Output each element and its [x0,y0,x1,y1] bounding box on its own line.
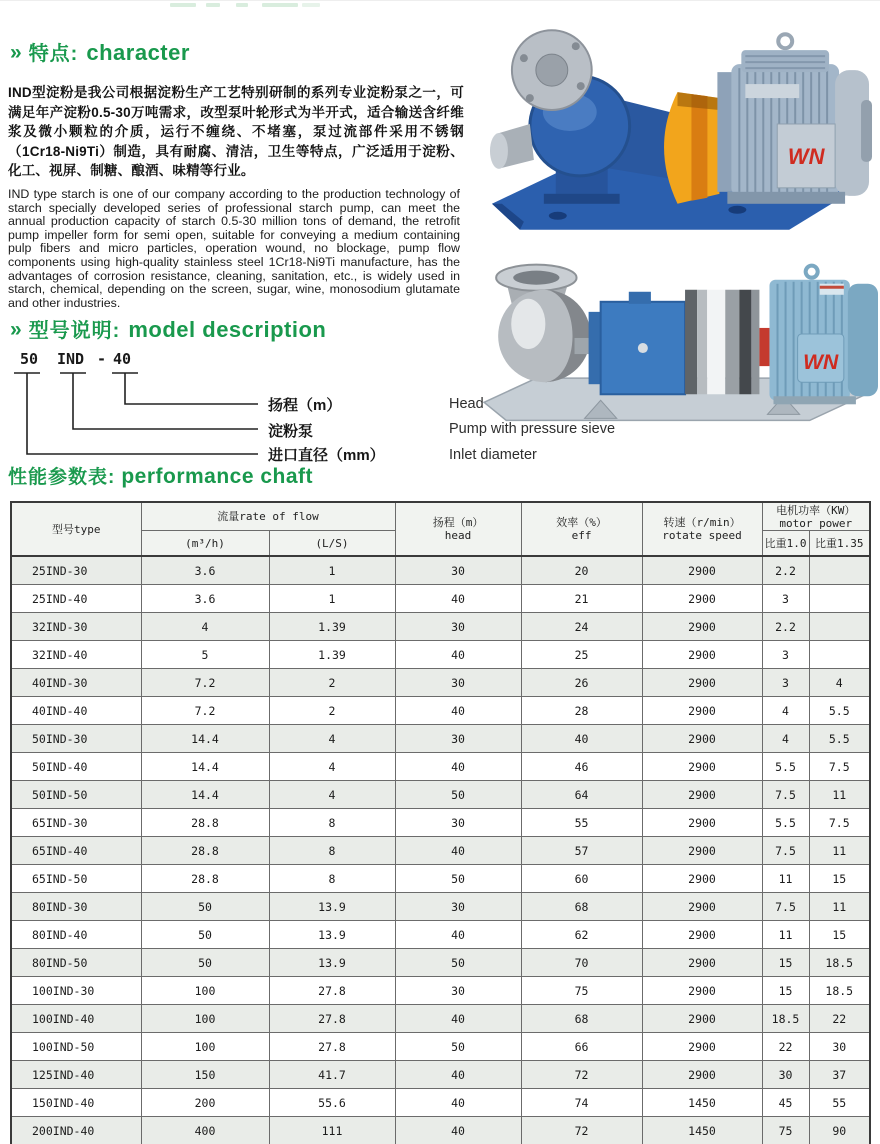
cell-value: 8 [269,809,395,837]
character-paragraph-chinese: IND型淀粉是我公司根据淀粉生产工艺特别研制的系列专业淀粉泵之一，可满足年产淀粉0.5-30万吨需求，改型泵叶轮形式为半开式，适合输送含纤维浆及微小颗粒的介质，运行不缠绕、不堵塞，泵过流部件采用不锈钢（1Cr18-Ni9Ti）制造，具有耐腐、清洁，卫生等特点，广泛适用于淀粉、化工、视屏、制糖、酿酒、味精等行业。 [8,83,464,181]
cell-value: 25 [521,641,642,669]
cell-value: 46 [521,753,642,781]
cell-value: 30 [809,1033,870,1061]
cell-value: 40 [521,725,642,753]
cell-value: 72 [521,1117,642,1144]
model-code-series: IND [57,350,84,368]
cell-value: 11 [809,837,870,865]
table-row [11,585,870,613]
cell-value: 28 [521,697,642,725]
cell-value: 74 [521,1089,642,1117]
cell-value: 2.2 [762,613,809,641]
cell-value: 8 [269,837,395,865]
motor-logo-wn: WN [788,144,826,169]
header-head-en: head [396,529,521,542]
table-row [11,1117,870,1144]
cell-value: 55 [521,809,642,837]
cell-value: 2900 [642,585,762,613]
cell-value: 2900 [642,1005,762,1033]
cell-model-type: 100IND-40 [11,1005,141,1033]
header-head [395,502,521,556]
table-row [11,641,870,669]
cell-value: 5.5 [762,809,809,837]
table-row [11,1061,870,1089]
cell-value: 50 [395,781,521,809]
section-title-character-zh: 特点: [29,43,79,65]
cell-value: 8 [269,865,395,893]
cell-value: 45 [762,1089,809,1117]
cell-value: 2900 [642,893,762,921]
cell-value: 2 [269,697,395,725]
header-speed-zh: 转速（r/min） [643,516,762,529]
cell-value: 2900 [642,781,762,809]
cell-value: 40 [395,753,521,781]
cell-value: 4 [269,725,395,753]
cell-value: 40 [395,1061,521,1089]
cell-value: 1450 [642,1117,762,1144]
section-title-character [10,37,190,67]
header-power-en: motor power [763,517,870,530]
performance-table-header [11,502,870,556]
cell-value: 55.6 [269,1089,395,1117]
cell-value: 40 [395,1117,521,1144]
cell-model-type: 150IND-40 [11,1089,141,1117]
model-label-inlet-zh: 进口直径（mm） [268,444,385,465]
header-flow-m3h: (m³/h) [141,531,269,557]
cell-value: 62 [521,921,642,949]
section-title-performance-en: performance chaft [121,465,313,488]
cell-model-type: 65IND-40 [11,837,141,865]
table-row [11,725,870,753]
pump-illustration-1 [480,7,874,237]
table-row [11,556,870,585]
cell-value: 64 [521,781,642,809]
pump-photo-stainless [466,251,878,433]
cell-value: 72 [521,1061,642,1089]
cell-value: 2900 [642,1061,762,1089]
cell-model-type: 65IND-50 [11,865,141,893]
cell-value: 1450 [642,1089,762,1117]
cell-value: 22 [809,1005,870,1033]
cell-value: 1 [269,556,395,585]
header-flow: 流量rate of flow [141,502,395,531]
cell-value: 18.5 [762,1005,809,1033]
cell-value: 66 [521,1033,642,1061]
table-row [11,837,870,865]
cell-value: 90 [809,1117,870,1144]
cell-value: 7.5 [762,837,809,865]
cell-value: 30 [395,613,521,641]
cell-value: 4 [269,753,395,781]
cell-value: 1 [269,585,395,613]
cell-value: 75 [762,1117,809,1144]
cell-value: 50 [395,949,521,977]
cell-value: 30 [395,893,521,921]
cell-value: 22 [762,1033,809,1061]
cell-model-type: 32IND-30 [11,613,141,641]
cell-value: 11 [762,921,809,949]
cell-value: 30 [395,725,521,753]
cell-value: 57 [521,837,642,865]
cell-value: 13.9 [269,893,395,921]
cell-value: 11 [809,781,870,809]
cell-value: 15 [762,949,809,977]
model-code-inlet: 50 [20,350,38,368]
cell-value: 2900 [642,1033,762,1061]
model-label-inlet-en: Inlet diameter [449,447,537,463]
cell-value: 41.7 [269,1061,395,1089]
cell-value: 24 [521,613,642,641]
header-head-zh: 扬程（m） [396,516,521,529]
table-row [11,781,870,809]
cell-model-type: 100IND-50 [11,1033,141,1061]
cell-model-type: 40IND-40 [11,697,141,725]
section-title-model-en: model description [128,317,326,342]
header-eff [521,502,642,556]
cell-value: 5.5 [762,753,809,781]
cell-model-type: 65IND-30 [11,809,141,837]
model-label-head-en: Head [449,396,484,412]
table-row [11,977,870,1005]
cell-value: 11 [809,893,870,921]
cell-value: 20 [521,556,642,585]
cell-value: 100 [141,977,269,1005]
cell-value: 400 [141,1117,269,1144]
cell-value: 27.8 [269,1033,395,1061]
section-title-model-zh: 型号说明: [29,320,121,342]
cell-value: 7.5 [809,753,870,781]
cell-value: 4 [762,725,809,753]
cell-model-type: 25IND-40 [11,585,141,613]
pump-photo-blue [480,7,874,237]
cell-value: 28.8 [141,837,269,865]
cell-value: 50 [141,921,269,949]
cell-value: 2900 [642,865,762,893]
table-row [11,921,870,949]
cell-value: 40 [395,585,521,613]
header-speed-en: rotate speed [643,529,762,542]
cell-value [809,585,870,613]
performance-table [10,501,871,1144]
cell-value: 1.39 [269,613,395,641]
cell-value: 15 [762,977,809,1005]
cell-value: 27.8 [269,1005,395,1033]
cell-value: 40 [395,1089,521,1117]
cell-value: 68 [521,1005,642,1033]
cell-value: 2900 [642,809,762,837]
cell-value [809,556,870,585]
cell-model-type: 100IND-30 [11,977,141,1005]
cell-value: 30 [395,669,521,697]
cell-value: 28.8 [141,865,269,893]
cell-model-type: 25IND-30 [11,556,141,585]
cell-value: 15 [809,865,870,893]
chevron-right-icon: » [10,318,22,341]
header-sg-1-35: 比重1.35 [809,531,870,557]
cell-value: 7.2 [141,697,269,725]
table-row [11,893,870,921]
cell-value: 1.39 [269,641,395,669]
cell-value: 11 [762,865,809,893]
cell-value: 3 [762,585,809,613]
cell-value: 75 [521,977,642,1005]
cell-value: 2900 [642,753,762,781]
cell-value: 2900 [642,641,762,669]
cell-value: 100 [141,1005,269,1033]
table-row [11,669,870,697]
header-speed [642,502,762,556]
cell-value: 100 [141,1033,269,1061]
cell-value: 18.5 [809,949,870,977]
performance-table-body [11,556,870,1144]
cell-value: 2900 [642,949,762,977]
table-row [11,613,870,641]
model-label-pump-en: Pump with pressure sieve [449,421,615,437]
cell-value: 50 [141,949,269,977]
section-title-performance [8,462,313,490]
cell-model-type: 50IND-30 [11,725,141,753]
cell-value: 2900 [642,556,762,585]
section-title-performance-zh: 性能参数表: [8,467,115,488]
cropped-header-artifact [170,3,320,9]
cell-model-type: 80IND-50 [11,949,141,977]
cell-value: 40 [395,697,521,725]
cell-value: 2900 [642,837,762,865]
cell-value: 200 [141,1089,269,1117]
table-row [11,865,870,893]
cell-value: 15 [809,921,870,949]
cell-value: 2900 [642,669,762,697]
table-row [11,1089,870,1117]
cell-value: 2900 [642,977,762,1005]
cell-value [809,613,870,641]
cell-value: 3.6 [141,556,269,585]
cell-value: 50 [395,1033,521,1061]
cell-value: 3 [762,641,809,669]
cell-value: 2900 [642,697,762,725]
cell-value: 14.4 [141,753,269,781]
cell-value: 111 [269,1117,395,1144]
cell-value: 2900 [642,613,762,641]
header-flow-ls: (L/S) [269,531,395,557]
cell-value: 13.9 [269,921,395,949]
cell-value: 55 [809,1089,870,1117]
cell-value: 7.5 [762,893,809,921]
cell-value: 30 [395,556,521,585]
cell-model-type: 125IND-40 [11,1061,141,1089]
cell-value: 40 [395,641,521,669]
cell-value [809,641,870,669]
table-row [11,809,870,837]
cell-value: 4 [809,669,870,697]
chevron-right-icon: » [10,41,22,64]
cell-value: 4 [762,697,809,725]
header-type: 型号type [11,502,141,556]
model-code-head: 40 [113,350,131,368]
cell-value: 2.2 [762,556,809,585]
table-row [11,1033,870,1061]
cell-value: 14.4 [141,781,269,809]
header-sg-1-0: 比重1.0 [762,531,809,557]
header-power-zh: 电机功率（KW） [763,504,870,517]
cell-value: 21 [521,585,642,613]
cell-value: 40 [395,1005,521,1033]
cell-value: 70 [521,949,642,977]
cell-value: 7.5 [809,809,870,837]
section-title-model-description [10,314,326,344]
cell-value: 3.6 [141,585,269,613]
cell-value: 150 [141,1061,269,1089]
cell-model-type: 32IND-40 [11,641,141,669]
model-label-pump-zh: 淀粉泵 [268,420,313,441]
cell-value: 5.5 [809,697,870,725]
header-motor-power [762,502,870,531]
cell-value: 27.8 [269,977,395,1005]
cell-value: 7.5 [762,781,809,809]
cell-value: 7.2 [141,669,269,697]
cell-model-type: 50IND-50 [11,781,141,809]
cell-value: 40 [395,921,521,949]
cell-value: 14.4 [141,725,269,753]
table-row [11,697,870,725]
cell-value: 30 [762,1061,809,1089]
table-row [11,753,870,781]
cell-value: 3 [762,669,809,697]
cell-value: 30 [395,977,521,1005]
model-code-connector-lines [0,363,300,463]
cell-value: 2900 [642,921,762,949]
cell-value: 5.5 [809,725,870,753]
table-row [11,949,870,977]
cell-value: 4 [269,781,395,809]
cell-model-type: 80IND-40 [11,921,141,949]
table-row [11,1005,870,1033]
cell-value: 50 [141,893,269,921]
cell-model-type: 50IND-40 [11,753,141,781]
cell-value: 4 [141,613,269,641]
pump-illustration-2 [466,251,878,433]
cell-value: 60 [521,865,642,893]
cell-model-type: 80IND-30 [11,893,141,921]
cell-model-type: 40IND-30 [11,669,141,697]
cell-value: 40 [395,837,521,865]
motor-logo-wn: WN [803,351,839,374]
cell-value: 18.5 [809,977,870,1005]
model-label-head-zh: 扬程（m） [268,394,341,415]
cell-value: 13.9 [269,949,395,977]
character-paragraph-english: IND type starch is one of our company according to the production technology of starch specially developed series of professional starch pump, can meet the annual production capacity of starch 0.5-30 million tons of demand, the retrofit pump impeller form for semi open, suitable for conveying a medium containing pulp fibers and micro particles, operation wound, no blockage, pump flow components using high-quality stainless steel 1Cr18-Ni9Ti manufacture, has the advantages of corrosion resistance, cleaning, sanitation, etc., is widely used in starch, chemical, depending on the screen, sugar, wine, monosodium glutamate and other industries. [8,188,460,310]
cell-value: 26 [521,669,642,697]
header-eff-en: eff [522,529,642,542]
cell-value: 2900 [642,725,762,753]
header-eff-zh: 效率（%） [522,516,642,529]
cell-model-type: 200IND-40 [11,1117,141,1144]
cell-value: 30 [395,809,521,837]
cell-value: 2 [269,669,395,697]
cell-value: 37 [809,1061,870,1089]
cell-value: 28.8 [141,809,269,837]
section-title-character-en: character [86,40,190,65]
cell-value: 50 [395,865,521,893]
cell-value: 5 [141,641,269,669]
model-code-dash: - [97,350,106,368]
cell-value: 68 [521,893,642,921]
